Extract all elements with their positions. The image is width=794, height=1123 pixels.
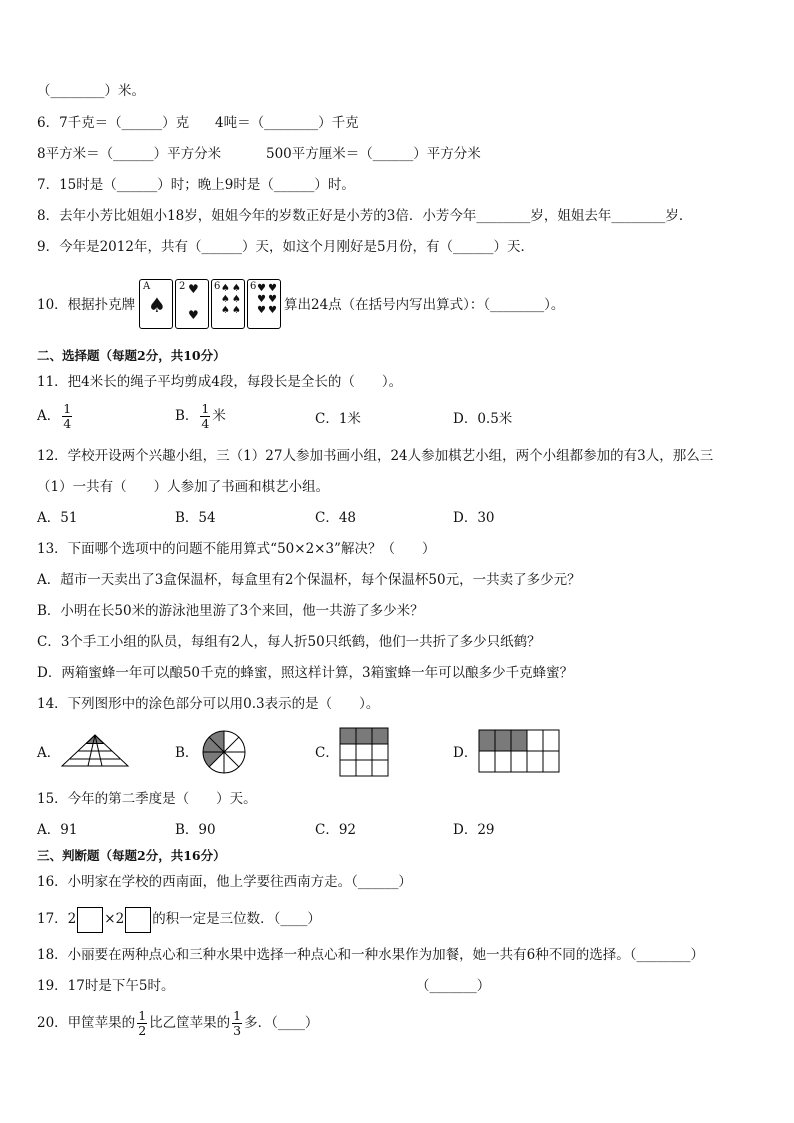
q20-part3: 多．（____） (244, 1015, 319, 1031)
numerator: 1 (138, 1008, 147, 1023)
card-six-spades (211, 279, 245, 329)
poker-cards (139, 279, 284, 329)
question-6c: 8平方米＝（______）平方分米 (37, 146, 222, 162)
option-11b (175, 402, 226, 431)
question-19: 19．17时是下午5时。 (37, 978, 175, 994)
q17-part1: 17．2 (37, 911, 77, 927)
heart-icon: ♥♥ ♥♥ ♥♥ (257, 283, 279, 316)
circle-figure (201, 729, 247, 775)
option-14b-label: B． (175, 745, 199, 761)
option-11c: C．1米 (315, 411, 361, 427)
triangle-figure (60, 733, 130, 768)
option-14c-label: C． (315, 745, 339, 761)
option-label: A． (37, 408, 61, 424)
card-rank: 6 (214, 281, 221, 292)
question-12-line2: （1）一共有（ ）人参加了书画和棋艺小组。 (37, 479, 330, 495)
q17-part2: ×2 (104, 911, 125, 927)
blank-box (125, 907, 151, 933)
heart-icon: ♥ (188, 282, 199, 296)
q20-part2: 比乙筐苹果的 (149, 1015, 231, 1031)
question-15: 15．今年的第二季度是（ ）天。 (37, 791, 257, 807)
numerator: 1 (201, 401, 210, 416)
option-15c: C．92 (315, 822, 357, 838)
option-13d: D．两箱蜜蜂一年可以酿50千克的蜂蜜，照这样计算，3箱蜜蜂一年可以酿多少千克蜂蜜？ (37, 665, 574, 681)
question-11: 11．把4米长的绳子平均剪成4段，每段长是全长的（ ）。 (37, 374, 403, 390)
fraction (137, 1009, 147, 1038)
heart-icon: ♥ (188, 308, 199, 322)
option-15a: A．91 (37, 822, 78, 838)
option-label: B． (175, 408, 199, 424)
question-9: 9．今年是2012年，共有（______）天，如这个月刚好是5月份，有（______）天． (37, 239, 535, 255)
option-12a: A．51 (37, 510, 78, 526)
denominator: 4 (63, 416, 72, 431)
question-14: 14．下列图形中的涂色部分可以用0.3表示的是（ ）。 (37, 696, 380, 712)
question-16: 16．小明家在学校的西南面，他上学要往西南方走。（______） (37, 874, 412, 890)
option-13a: A．超市一天卖出了3盒保温杯，每盒里有2个保温杯，每个保温杯50元，一共卖了多少元？ (37, 572, 581, 588)
option-12b: B．54 (175, 510, 216, 526)
question-7: 7．15时是（______）时；晚上9时是（______）时。 (37, 177, 355, 193)
card-six-hearts (247, 279, 281, 329)
question-17 (37, 906, 321, 933)
fraction (200, 402, 210, 431)
grid-2x5-figure (478, 729, 561, 774)
spade-icon: ♠♠ ♠♠ ♠♠ (221, 283, 243, 316)
q17-part3: 的积一定是三位数．（____） (152, 911, 321, 927)
denominator: 3 (233, 1023, 242, 1038)
question-10-prefix: 10．根据扑克牌 (37, 297, 136, 313)
option-12d: D．30 (453, 510, 495, 526)
line-0: （________）米。 (37, 83, 145, 99)
option-15b: B．90 (175, 822, 216, 838)
section-3-heading: 三、判断题（每题2分，共16分） (37, 848, 226, 863)
question-13: 13．下面哪个选项中的问题不能用算式“50×2×3”解决？（ ） (37, 541, 436, 557)
question-6b: 4吨＝（________）千克 (215, 115, 359, 131)
fraction (62, 402, 72, 431)
question-8: 8．去年小芳比姐姐小18岁，姐姐今年的岁数正好是小芳的3倍．小芳今年________岁，姐姐去年________岁． (37, 208, 693, 224)
numerator: 1 (233, 1008, 242, 1023)
option-11d: D．0.5米 (453, 411, 513, 427)
card-two-hearts (175, 279, 209, 329)
option-11a (37, 402, 74, 431)
option-15d: D．29 (453, 822, 495, 838)
question-6d: 500平方厘米＝（______）平方分米 (266, 146, 481, 162)
option-14a-label: A． (37, 745, 61, 761)
option-13b: B．小明在长50米的游泳池里游了3个来回，他一共游了多少米？ (37, 603, 424, 619)
fraction (232, 1009, 242, 1038)
card-ace-spades (139, 279, 173, 329)
card-rank: 6 (250, 281, 257, 292)
denominator: 2 (138, 1023, 147, 1038)
question-6a: 6．7千克＝（______）克 (37, 115, 190, 131)
card-rank: A (143, 281, 151, 292)
option-14d-label: D． (453, 745, 478, 761)
spade-icon: ♠ (148, 293, 166, 317)
denominator: 4 (201, 416, 210, 431)
question-12-line1: 12．学校开设两个兴趣小组，三（1）27人参加书画小组，24人参加棋艺小组，两个小组都参加的有3人，那么三 (37, 448, 714, 464)
blank-box (77, 907, 103, 933)
q20-part1: 20．甲筐苹果的 (37, 1015, 136, 1031)
question-19-blank: （_______） (416, 978, 491, 994)
section-2-heading: 二、选择题（每题2分，共10分） (37, 348, 226, 363)
question-18: 18．小丽要在两种点心和三种水果中选择一种点心和一种水果作为加餐，她一共有6种不同的选择。（________） (37, 947, 705, 963)
card-rank: 2 (179, 281, 186, 292)
option-12c: C．48 (315, 510, 357, 526)
question-10-suffix: 算出24点（在括号内写出算式）：（________）。 (284, 297, 565, 313)
option-13c: C．3个手工小组的队员，每组有2人，每人折50只纸鹤，他们一共折了多少只纸鹤？ (37, 634, 541, 650)
numerator: 1 (63, 401, 72, 416)
question-20 (37, 1008, 318, 1038)
unit: 米 (212, 408, 226, 424)
grid-3x3-figure (339, 727, 389, 777)
